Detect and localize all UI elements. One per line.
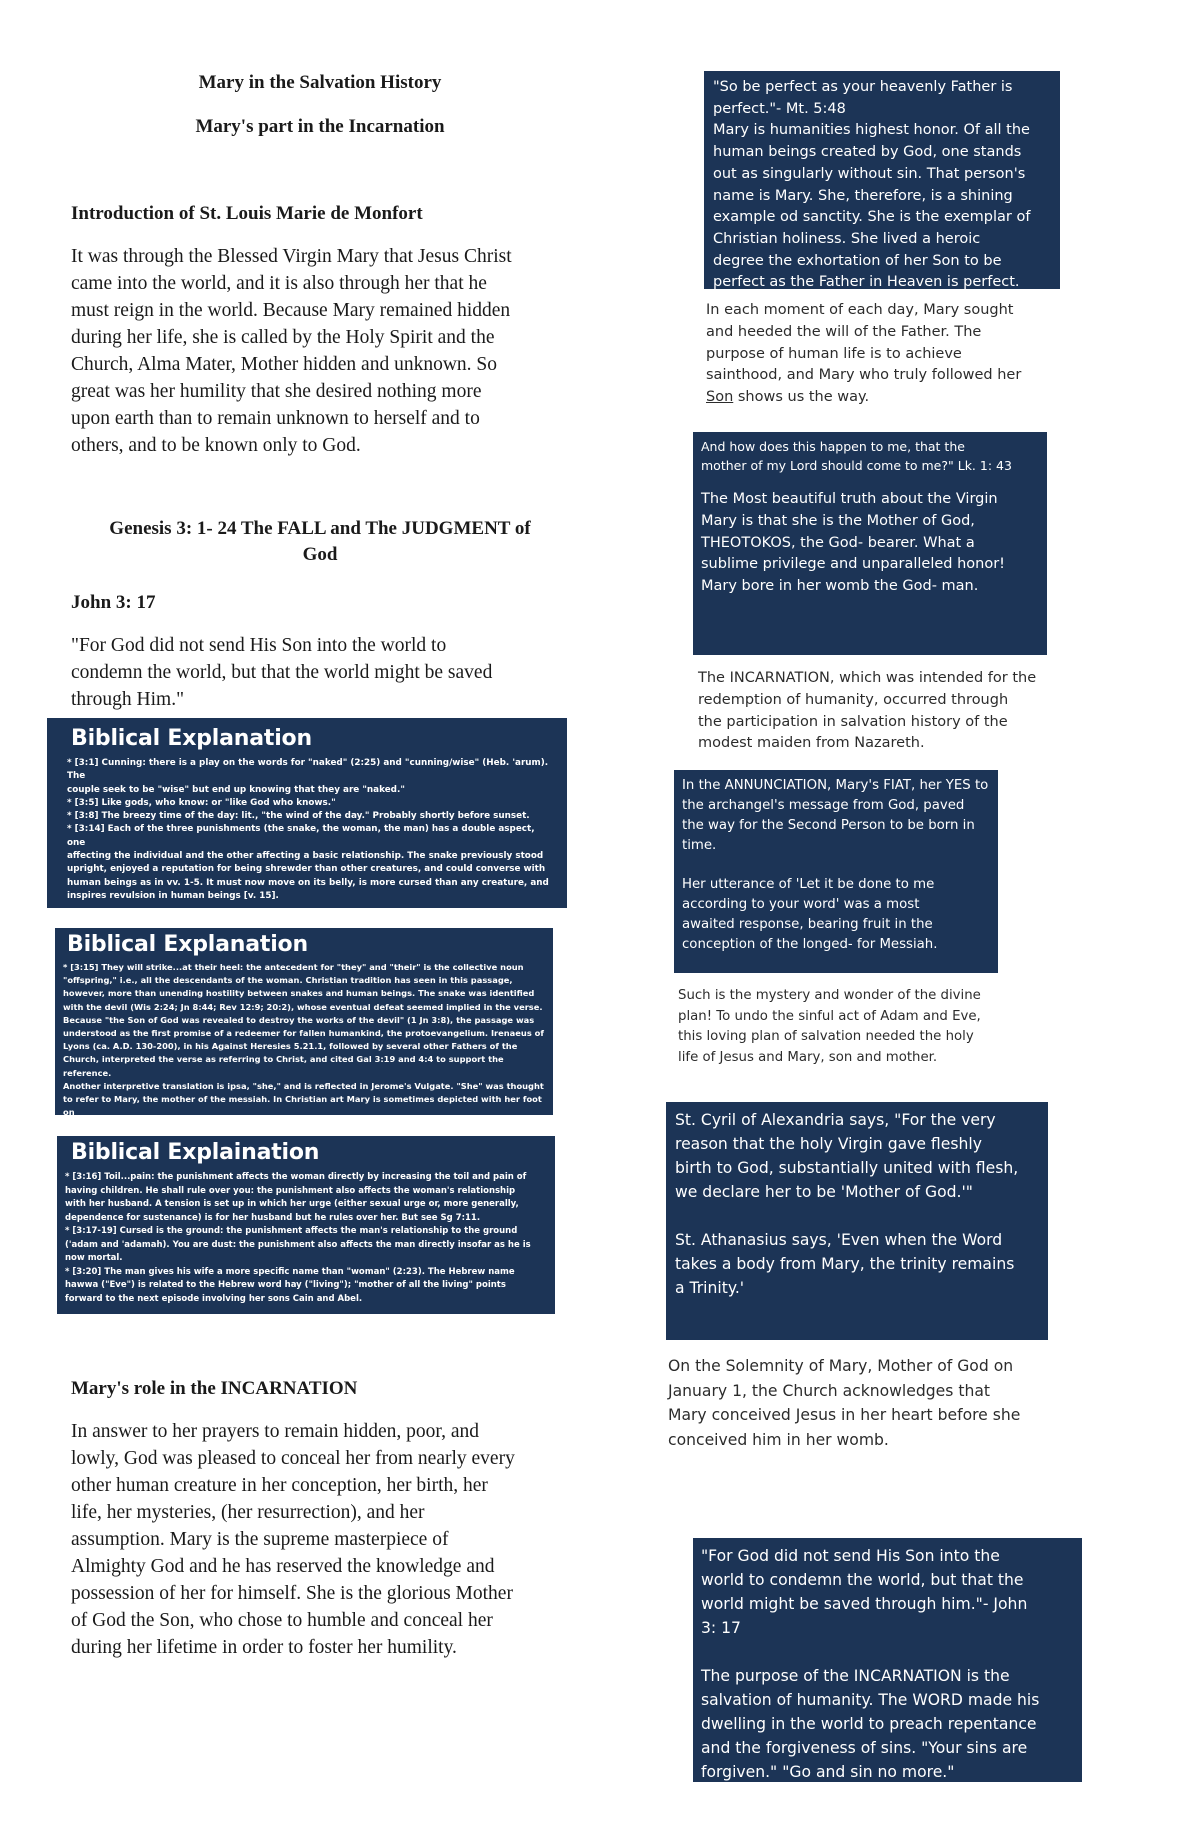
text-line: life of Jesus and Mary, son and mother.: [678, 1049, 938, 1065]
text-line: great was her humility that she desired nothing more: [71, 381, 482, 402]
explanation-line: now mortal.: [65, 1253, 123, 1263]
note-solemnity: [668, 1354, 1068, 1452]
text-line: St. Athanasius says, 'Even when the Word: [675, 1231, 1003, 1249]
role-paragraph: [71, 1418, 601, 1661]
text-line: life, her mysteries, (her resurrection), and her: [71, 1502, 425, 1523]
explanation-line: * [3:8] The breezy time of the day: lit., "the wind of the day." Probably shortly before sunset.: [67, 811, 530, 822]
text-line: The Most beautiful truth about the Virgin: [701, 491, 998, 507]
explanation-line: Church, interpreted the verse as referring to Christ, and cited Gal 3:19 and 4:4 to support the reference.: [63, 1054, 504, 1078]
text-line: degree the exhortation of her Son to be: [713, 252, 1002, 269]
text-line: forgiven." "Go and sin no more.": [701, 1763, 955, 1781]
explanation-line: hawwa ("Eve") is related to the Hebrew word hay ("living"); "mother of all the living" points: [65, 1280, 506, 1290]
text-line: lowly, God was pleased to conceal her from nearly every: [71, 1448, 515, 1469]
explanation-line: * [3:15] They will strike...at their heel: the antecedent for "they" and "their" is the collective noun: [63, 962, 524, 972]
card-theotokos: [693, 432, 1047, 655]
explanation-line: couple seek to be "wise" but end up knowing that they are "naked.": [67, 784, 405, 795]
text-line: and heeded the will of the Father. The: [706, 323, 982, 340]
text-line: we declare her to be 'Mother of God.'": [675, 1183, 973, 1201]
explanation-line: with the devil (Wis 2:24; Jn 8:44; Rev 12:9; 20:2), whose eventual defeat seemed implied in the verse.: [63, 1001, 543, 1012]
text-line: dwelling in the world to preach repentance: [701, 1715, 1037, 1733]
text-line: takes a body from Mary, the trinity remains: [675, 1255, 1015, 1273]
text-line: In each moment of each day, Mary sought: [706, 302, 1014, 318]
text-line: others, and to be known only to God.: [71, 435, 361, 456]
text-line: through Him.": [71, 689, 185, 710]
text-line: condemn the world, but that the world might be saved: [71, 662, 493, 683]
text-line: birth to God, substantially united with flesh,: [675, 1159, 1019, 1177]
text-line: human beings created by God, one stands: [713, 144, 1022, 161]
text-line: out as singularly without sin. That person's: [713, 165, 1026, 182]
text-line: sainthood, and Mary who truly followed her: [706, 367, 1022, 384]
explanation-line: to refer to Mary, the mother of the messiah. In Christian art Mary is sometimes depicted with her foot on: [63, 1094, 542, 1118]
explanation-line: affecting the individual and the other affecting a basic relationship. The snake previously stood: [67, 851, 544, 862]
text-line: upon earth than to remain unknown to herself and to: [71, 408, 480, 429]
explanation-line: inspires revulsion in human beings [v. 15].: [67, 890, 279, 901]
explanation-line: "offspring," i.e., all the descendants of the woman. Christian tradition has seen in this passage,: [63, 975, 513, 986]
explanation-line: * [3:5] Like gods, who know: or "like God who knows.": [67, 797, 336, 808]
text-line: name is Mary. She, therefore, is a shining: [713, 187, 1013, 204]
text-line: Such is the mystery and wonder of the divine: [678, 988, 981, 1003]
text-line: plan! To undo the sinful act of Adam and Eve,: [678, 1008, 981, 1024]
explanation-line: Another interpretive translation is ipsa, "she," and is reflected in Jerome's Vulgate. "She" was thought: [63, 1080, 544, 1091]
text-line: Almighty God and he has reserved the knowledge and: [71, 1556, 495, 1577]
text-line: "So be perfect as your heavenly Father is: [713, 79, 1013, 95]
card-annunciation: [674, 770, 998, 973]
text-line: The purpose of the INCARNATION is the: [701, 1667, 1010, 1685]
text-line: the participation in salvation history of the: [698, 713, 1008, 730]
explanation-line: the head of the serpent.: [63, 1120, 178, 1131]
page-title: Mary in the Salvation History: [198, 72, 442, 93]
text-line: the way for the Second Person to be born in: [682, 818, 975, 833]
text-line: "For God did not send His Son into the world to: [71, 635, 447, 656]
biblical-explanation-1: [47, 718, 567, 908]
explanation-line: Lyons (ca. A.D. 130-200), in his Against Heresies 5.21.1, followed by several other Fathers of the: [63, 1041, 518, 1052]
text-line: Mary is humanities highest honor. Of all the: [713, 122, 1030, 139]
explanation-line: ('adam and 'adamah). You are dust: the punishment also affects the man directly insofar as he is: [65, 1239, 531, 1250]
text-line: In the ANNUNCIATION, Mary's FIAT, her YES to: [682, 778, 989, 793]
text-line: example od sanctity. She is the exemplar of: [713, 209, 1031, 226]
card-purpose-incarnation: [693, 1538, 1082, 1782]
text-line: and the forgiveness of sins. "Your sins are: [701, 1739, 1028, 1757]
note-incarnation: [698, 668, 1058, 755]
text-line: THEOTOKOS, the God- bearer. What a: [701, 534, 975, 551]
card-perfect: [704, 71, 1060, 289]
text-line: time.: [682, 838, 717, 853]
explanation-line: * [3:17-19] Cursed is the ground: the punishment affects the man's relationship to the ground: [65, 1226, 518, 1236]
text-line: It was through the Blessed Virgin Mary that Jesus Christ: [71, 246, 512, 267]
text-line: Church, Alma Mater, Mother hidden and unknown. So: [71, 354, 497, 375]
text-line: In answer to her prayers to remain hidden, poor, and: [71, 1421, 480, 1442]
text-line: January 1, the Church acknowledges that: [668, 1381, 990, 1400]
biblical-explanation-3: [57, 1136, 555, 1314]
text-line: assumption. Mary is the supreme masterpiece of: [71, 1529, 449, 1550]
explanation-line: forward to the next episode involving her sons Cain and Abel.: [65, 1293, 363, 1304]
text-line: world to condemn the world, but that the: [701, 1571, 1024, 1589]
explanation-line: understood as the first promise of a redeemer for fallen humankind, the protoevangelium. Irenaeus of: [63, 1028, 544, 1039]
text-line: awaited response, bearing fruit in the: [682, 917, 933, 932]
text-line: purpose of human life is to achieve: [706, 345, 962, 362]
text-line: came into the world, and it is also through her that he: [71, 273, 487, 294]
text-line: The INCARNATION, which was intended for the: [698, 670, 1037, 686]
son-link-text: Son: [706, 389, 734, 406]
page-subtitle: Mary's part in the Incarnation: [195, 116, 445, 137]
explanation-line: with her husband. A tension is set up in which her urge (either sexual urge or, more generally,: [65, 1199, 519, 1209]
text-line: conception of the longed- for Messiah.: [682, 937, 938, 952]
explanation-title: Biblical Explanation: [67, 932, 308, 957]
explanation-line: having children. He shall rule over you: the punishment also affects the woman's relationship: [65, 1185, 516, 1196]
genesis-line: God: [302, 544, 338, 565]
explanation-line: * [3:20] The man gives his wife a more specific name than "woman" (2:23). The Hebrew name: [65, 1266, 515, 1277]
text-line: mother of my Lord should come to me?" Lk. 1: 43: [701, 458, 1012, 473]
text-line: salvation of humanity. The WORD made his: [701, 1691, 1040, 1709]
text-line: Mary bore in her womb the God- man.: [701, 578, 979, 595]
genesis-heading: [70, 518, 570, 566]
explanation-title: Biblical Explanation: [71, 726, 312, 751]
role-heading: Mary's role in the INCARNATION: [71, 1378, 358, 1399]
text-line: this loving plan of salvation needed the holy: [678, 1029, 974, 1044]
text-line: On the Solemnity of Mary, Mother of God on: [668, 1357, 1014, 1375]
text-line: Christian holiness. She lived a heroic: [713, 230, 981, 247]
text-line: reason that the holy Virgin gave fleshly: [675, 1135, 982, 1153]
explanation-line: human beings as in vv. 1-5. It must now move on its belly, is more cursed than any creature, and: [67, 877, 549, 888]
text-line: redemption of humanity, occurred through: [698, 691, 1009, 708]
explanation-line: Because "the Son of God was revealed to destroy the works of the devil" (1 Jn 3:8), the passage was: [63, 1014, 535, 1025]
text-line: during her lifetime in order to foster her humility.: [71, 1637, 457, 1658]
text-line: 3: 17: [701, 1619, 741, 1637]
text-line: [706, 387, 1066, 409]
text-line: possession of her for himself. She is the glorious Mother: [71, 1583, 513, 1604]
note-mystery: [678, 986, 998, 1068]
text-line: sublime privilege and unparalleled honor!: [701, 556, 1005, 573]
text-line: perfect."- Mt. 5:48: [713, 100, 846, 117]
text-line: according to your word' was a most: [682, 897, 920, 912]
text-line: Her utterance of 'Let it be done to me: [682, 877, 935, 892]
text-line: modest maiden from Nazareth.: [698, 735, 925, 752]
genesis-line: Genesis 3: 1- 24 The FALL and The JUDGMENT of: [109, 518, 531, 539]
note-will-of-father: [706, 300, 1066, 409]
text-line: a Trinity.': [675, 1279, 745, 1297]
explanation-line: * [3:1] Cunning: there is a play on the words for "naked" (2:25) and "cunning/wise" (Heb. 'arum). The: [67, 758, 549, 782]
explanation-line: however, more than unending hostility between snakes and human beings. The snake was identified: [63, 988, 535, 999]
text-line: Mary conceived Jesus in her heart before she: [668, 1406, 1021, 1424]
card-church-fathers: [666, 1102, 1048, 1340]
explanation-line: * [3:16] Toil...pain: the punishment affects the woman directly by increasing the toil and pain of: [65, 1172, 527, 1182]
john-reference: John 3: 17: [71, 592, 156, 613]
intro-paragraph: [71, 243, 591, 459]
text-line: And how does this happen to me, that the: [701, 439, 965, 454]
text-line: world might be saved through him."- John: [701, 1595, 1028, 1613]
explanation-title: Biblical Explaination: [71, 1140, 320, 1165]
john-quote: [71, 632, 591, 713]
note-end: shows us the way.: [733, 389, 870, 406]
text-line: the archangel's message from God, paved: [682, 798, 965, 813]
text-line: must reign in the world. Because Mary remained hidden: [71, 300, 511, 321]
text-line: other human creature in her conception, her birth, her: [71, 1475, 488, 1496]
text-line: "For God did not send His Son into the: [701, 1547, 1000, 1565]
text-line: of God the Son, who chose to humble and conceal her: [71, 1610, 493, 1631]
explanation-line: dependence for sustenance) is for her husband but he rules over her. But see Sg 7:11.: [65, 1212, 481, 1223]
text-line: perfect as the Father in Heaven is perfect.: [713, 274, 1020, 291]
explanation-line: * [3:14] Each of the three punishments (the snake, the woman, the man) has a double aspect, one: [67, 824, 535, 848]
text-line: during her life, she is called by the Holy Spirit and the: [71, 327, 495, 348]
explanation-line: upright, enjoyed a reputation for being shrewder than other creatures, and could converse with: [67, 864, 546, 875]
biblical-explanation-2: [55, 928, 553, 1131]
text-line: conceived him in her womb.: [668, 1430, 889, 1449]
text-line: St. Cyril of Alexandria says, "For the very: [675, 1111, 996, 1129]
intro-heading: Introduction of St. Louis Marie de Monfort: [71, 203, 423, 224]
text-line: Mary is that she is the Mother of God,: [701, 512, 975, 529]
